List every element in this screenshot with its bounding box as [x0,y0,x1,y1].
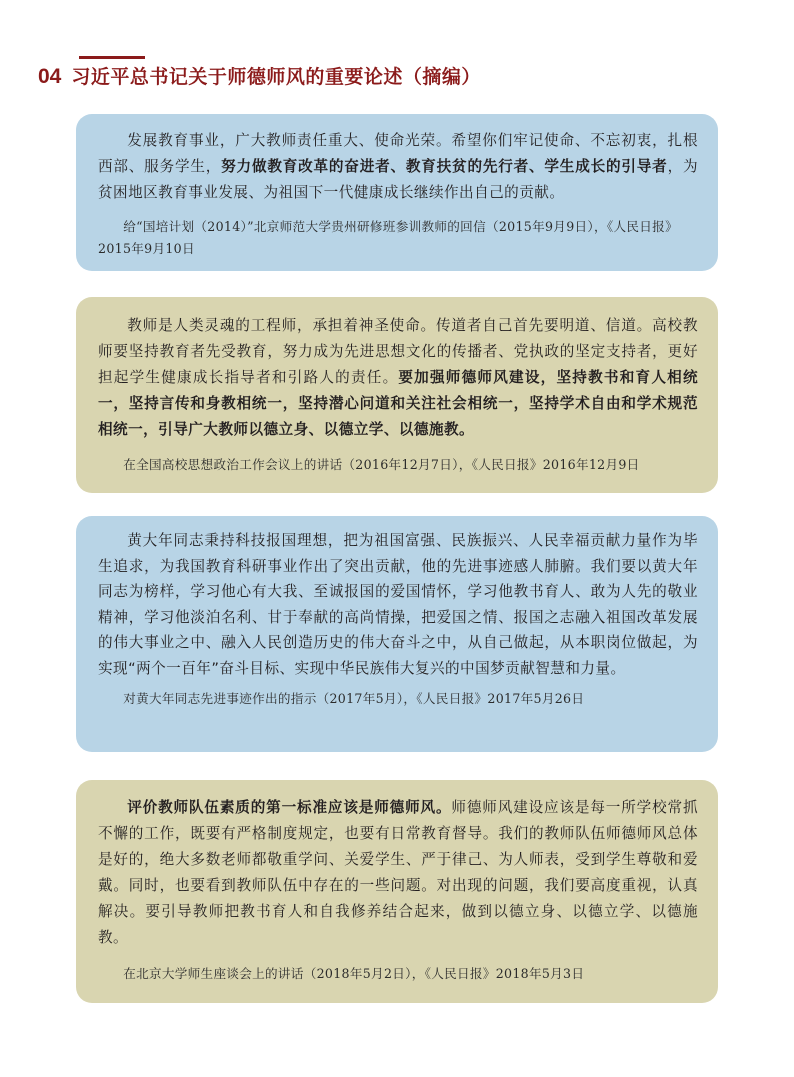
quote-source: 对黄大年同志先进事迹作出的指示（2017年5月），《人民日报》2017年5月26日 [123,691,585,706]
quote-text-emphasis: 努力做教育改革的奋进者、教育扶贫的先行者、学生成长的引导者 [221,158,668,175]
quote-text-part: ，为贫困地区教育事业发展、为祖国下一代健康成长继续作出自己的贡献。 [98,158,698,201]
quote-text-emphasis: 评价教师队伍素质的第一标准应该是师德师风。 [127,799,452,816]
quote-text-part: 师德师风建设应该是每一所学校常抓不懈的工作，既要有严格制度规定，也要有日常教育督导。我们的教师队伍师德师风总体是好的，绝大多数老师都敬重学问、关爱学生、严于律己、为人师表，受到学生尊敬和爱戴。同时，也要看到教师队伍中存在的一些问题。对出现的问题，我们要高度重视，认真解决。要引导教师把教书育人和自我修养结合起来，做到以德立身、以德立学、以德施教。 [98,799,699,946]
quote-box-1 [76,114,718,271]
quote-text [98,313,698,443]
quote-box-2 [76,297,718,493]
quote-source: 给“国培计划（2014）”北京师范大学贵州研修班参训教师的回信（2015年9月9日），《人民日报》2015年9月10日 [98,219,678,256]
heading-accent-rule [79,56,145,59]
quote-text [98,528,698,681]
quote-text-part: 黄大年同志秉持科技报国理想，把为祖国富强、民族振兴、人民幸福贡献力量作为毕生追求，为我国教育科研事业作出了突出贡献，他的先进事迹感人肺腑。我们要以黄大年同志为榜样，学习他心有大我、至诚报国的爱国情怀，学习他教书育人、敢为人先的敬业精神，学习他淡泊名利、甘于奉献的高尚情操，把爱国之情、报国之志融入祖国改革发展的伟大事业之中、融入人民创造历史的伟大奋斗之中，从自己做起，从本职岗位做起，为实现“两个一百年”奋斗目标、实现中华民族伟大复兴的中国梦贡献智慧和力量。 [98,532,698,677]
quote-text [98,795,698,951]
quote-source: 在全国高校思想政治工作会议上的讲话（2016年12月7日），《人民日报》2016年12月9日 [123,457,640,472]
quote-source: 在北京大学师生座谈会上的讲话（2018年5月2日），《人民日报》2018年5月3日 [123,966,585,981]
quote-text-part: 教师是人类灵魂的工程师，承担着神圣使命。传道者自己首先要明道、信道。高校教师要坚持教育者先受教育，努力成为先进思想文化的传播者、党执政的坚定支持者，更好担起学生健康成长指导者和引路人的责任。 [98,317,698,386]
section-title: 习近平总书记关于师德师风的重要论述（摘编） [71,66,481,88]
quote-box-3 [76,516,718,752]
quote-box-4 [76,780,718,1003]
quote-text [98,128,698,206]
quote-text-emphasis: 要加强师德师风建设，坚持教书和育人相统一，坚持言传和身教相统一，坚持潜心问道和关注社会相统一，坚持学术自由和学术规范相统一，引导广大教师以德立身、以德立学、以德施教。 [98,369,698,438]
quote-text-part: 发展教育事业，广大教师责任重大、使命光荣。希望你们牢记使命、不忘初衷，扎根西部、服务学生， [98,132,698,175]
section-heading [38,62,481,92]
section-number: 04 [38,65,62,88]
